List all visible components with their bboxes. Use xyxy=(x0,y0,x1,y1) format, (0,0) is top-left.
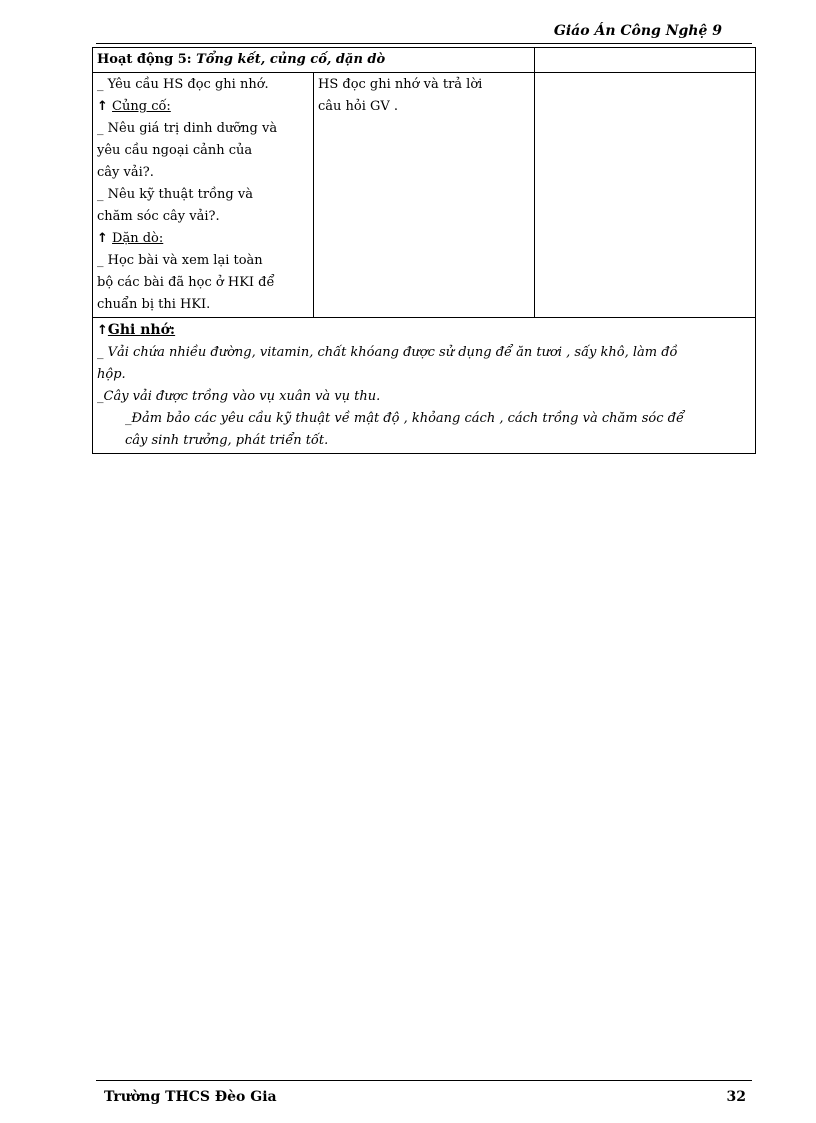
up-arrow-icon: ↑ xyxy=(97,323,108,338)
up-arrow-icon: ↑ xyxy=(97,231,108,246)
notes-heading xyxy=(97,319,751,342)
note-line: _Cây vải được trồng vào vụ xuân và vụ thu. xyxy=(97,389,381,404)
student-line: câu hỏi GV . xyxy=(318,99,399,114)
teacher-line: _ Yêu cầu HS đọc ghi nhớ. xyxy=(97,77,269,92)
activity-header-row xyxy=(93,48,756,73)
notes-cell xyxy=(93,318,756,454)
note-line: hộp. xyxy=(97,367,126,382)
activity-content-row xyxy=(93,73,756,318)
homework-heading xyxy=(97,228,309,250)
teacher-line: _ Nêu kỹ thuật trồng và xyxy=(97,187,253,202)
teacher-line: chăm sóc cây vải?. xyxy=(97,209,220,224)
school-name: Trường THCS Đèo Gia xyxy=(104,1089,277,1105)
note-line: _Đảm bảo các yêu cầu kỹ thuật về mật độ , khỏang cách , cách trồng và chăm sóc để xyxy=(125,411,684,426)
up-arrow-icon: ↑ xyxy=(97,99,108,114)
notes-title: Ghi nhớ: xyxy=(107,322,176,338)
teacher-line: _ Học bài và xem lại toàn xyxy=(97,253,263,268)
activity-header-cell xyxy=(93,48,535,73)
student-activity-cell xyxy=(314,73,535,318)
lesson-table xyxy=(92,47,756,454)
review-label: Củng cố: xyxy=(112,99,171,114)
teacher-line: _ Nêu giá trị dinh dưỡng và xyxy=(97,121,278,136)
notes-row xyxy=(93,318,756,454)
page-header xyxy=(96,20,752,44)
teacher-line: bộ các bài đã học ở HKI để xyxy=(97,275,275,290)
activity-header-empty-cell xyxy=(535,48,756,73)
note-line: cây sinh trưởng, phát triển tốt. xyxy=(125,433,329,448)
homework-label: Dặn dò: xyxy=(112,231,164,246)
teacher-line: yêu cầu ngoại cảnh của xyxy=(97,143,253,158)
page-number: 32 xyxy=(726,1089,746,1105)
activity-label: Hoạt động 5: xyxy=(97,52,197,67)
note-line: _ Vải chứa nhiều đường, vitamin, chất khóang được sử dụng để ăn tươi , sấy khô, làm đồ xyxy=(97,345,678,360)
student-line: HS đọc ghi nhớ và trả lời xyxy=(318,77,483,92)
content-empty-cell xyxy=(535,73,756,318)
activity-title: Tổng kết, củng cố, dặn dò xyxy=(196,52,386,67)
teacher-line: chuẩn bị thi HKI. xyxy=(97,297,211,312)
teacher-activity-cell xyxy=(93,73,314,318)
page-footer xyxy=(96,1080,752,1110)
review-heading xyxy=(97,96,309,118)
header-title: Giáo Án Công Nghệ 9 xyxy=(553,23,722,39)
teacher-line: cây vải?. xyxy=(97,165,154,180)
